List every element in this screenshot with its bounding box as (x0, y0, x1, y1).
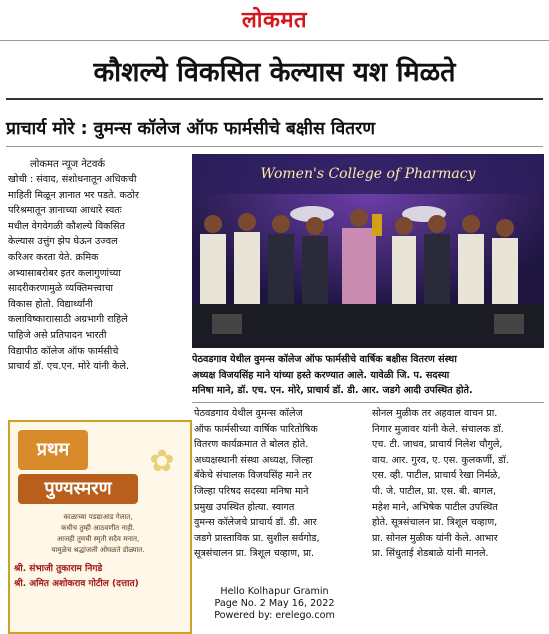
flower-icon: ✿ (149, 444, 175, 479)
ad-verse-line: कधीच तुम्ही आठवणीत नाही. (61, 524, 135, 532)
article-line: पी. जे. पाटील, प्रा. एस. बी. बागल, (372, 485, 497, 497)
ad-verse-line: यामुळेच श्रद्धांजली ओघळते डोळ्यात. (51, 546, 145, 554)
article-line: एच. टी. जाधव, प्राचार्य निलेश चौगुले, (372, 439, 503, 451)
byline: लोकमत न्यूज नेटवर्क (30, 159, 106, 170)
article-line: सूत्रसंचालन प्रा. त्रिशूल चव्हाण, प्रा. (194, 548, 315, 560)
footer-line: Hello Kolhapur Gramin (220, 586, 329, 597)
article-line: बँकेचे संचालक विजयसिंह माने तर (194, 470, 312, 482)
caption-line: मनिषा माने, डॉ. एच. एन. मोरे, प्राचार्य डॉ. डी. आर. जडगे आदी उपस्थित होते. (192, 385, 473, 397)
article-line: पाहिजे असे प्रतिपादन भारती (8, 329, 107, 341)
ad-verse-line: काळाच्या पडद्याआड गेलात, (63, 513, 133, 521)
article-line: अध्यक्षस्थानी संस्था अध्यक्ष, जिल्हा (194, 454, 313, 466)
article-line: एस. व्ही. पाटील, प्राचार्य रेखा निर्मळे, (372, 470, 501, 482)
article-column-2 (194, 406, 364, 562)
subhead-divider (6, 146, 543, 147)
people-group (200, 209, 518, 318)
headline: कौशल्ये विकसित केल्यास यश मिळते (93, 57, 456, 88)
article-line: प्रमुख उपस्थित होत्या. स्वागत (194, 501, 295, 513)
article-line: अभ्यासाबरोबर इतर कलागुणांच्या (8, 267, 121, 279)
article-line: ऑफ फार्मसीच्या वार्षिक पारितोषिक (194, 423, 318, 435)
article-line: जिल्हा परिषद सदस्या मनिषा माने (194, 485, 309, 497)
article-column-1 (8, 172, 188, 375)
footer (0, 586, 549, 622)
article-line: जडगे प्रास्ताविक प्रा. सुशील सर्वगोड, (194, 532, 320, 544)
caption-line: अध्यक्ष विजयसिंह माने यांच्या हस्ते करण्यात आले. यावेळी जि. प. सदस्या (192, 369, 450, 381)
subheadline: प्राचार्य मोरे : वुमन्स कॉलेज ऑफ फार्मसीचे बक्षीस वितरण (6, 119, 375, 139)
ad-title-2-badge (18, 474, 138, 504)
article-line: निगार मुजावर यांनी केले. संचालक डॉ. (372, 423, 504, 435)
ad-name-line: श्री. अमित अशोकराव गोटील (दत्तात) (14, 579, 139, 589)
article-line: विकास होतो. विद्यार्थ्यांनी (8, 298, 93, 310)
ad-name-line: श्री. संभाजी तुकाराम निगडे (14, 564, 103, 574)
headline-divider (6, 98, 543, 100)
footer-line: Powered by: erelego.com (214, 610, 335, 621)
article-line: विद्यापीठ कॉलेज ऑफ फार्मसीचे (8, 345, 119, 357)
caption-line: पेठवडगाव येथील वुमन्स कॉलेज ऑफ फार्मसीचे वार्षिक बक्षीस वितरण संस्था (192, 354, 457, 365)
event-photo-scene (192, 154, 544, 348)
article-line: महेश माने, अभिषेक पाटील उपस्थित (372, 501, 498, 513)
ad-title-1: प्रथम (36, 439, 70, 460)
article-line: कलाविष्काराासाठी अग्रभागी राहिले (8, 314, 128, 326)
article-line: सादरीकरणामुळे व्यक्तिमत्त्वाचा (8, 283, 114, 295)
article-column-3 (372, 406, 544, 562)
article-line: पेठवडगाव येथील वुमन्स कॉलेज (194, 408, 303, 419)
masthead-divider (0, 40, 549, 41)
caption-divider (192, 402, 544, 403)
article-line: मधील वेगवेगळी कौशल्ये विकसित (8, 220, 125, 232)
article-line: माहिती मिळून ज्ञानात भर पडते. कठोर (8, 189, 139, 201)
ad-verse (16, 512, 180, 556)
article-line: केल्यास उत्तुंग झेप घेऊन उज्वल (8, 236, 118, 248)
article-line: करिअर करता येते. क्रमिक (8, 251, 99, 263)
article-line: वितरण कार्यक्रमात ते बोलत होते. (194, 439, 309, 451)
article-line: खोची : संवाद, संशोधनातून अधिकची (8, 174, 137, 185)
article-line: सोनल मुळीक तर अहवाल वाचन प्रा. (372, 408, 498, 419)
event-photo (192, 154, 544, 348)
article-line: प्रा. सिंधुताई शेडबाळे यांनी मानले. (372, 548, 489, 560)
article-line: परिश्रमातून ज्ञानाच्या आधारे स्वतः (8, 205, 122, 217)
footer-line: Page No. 2 May 16, 2022 (214, 598, 335, 609)
article-line: वाय. आर. गुरव, ए. एस. कुलकर्णी, डॉ. (372, 454, 509, 466)
article-line: होते. सूत्रसंचालन प्रा. त्रिशूल चव्हाण, (372, 517, 498, 529)
ad-title-2: पुण्यस्मरण (44, 478, 112, 499)
ad-verse-line: आजही तुमची स्मृती सदैव मनात, (56, 535, 140, 543)
ad-title-badge (18, 430, 88, 470)
article-line: प्राचार्य डॉ. एच.एन. मोरे यांनी केले. (8, 361, 130, 373)
article-line: वुमन्स कॉलेजचे प्राचार्य डॉ. डी. आर (194, 517, 317, 529)
photo-caption (192, 352, 544, 399)
article-line: प्रा. सोनल मुळीक यांनी केले. आभार (372, 532, 498, 544)
photo-banner-text: Women's College of Pharmacy (260, 166, 476, 182)
masthead (0, 4, 549, 34)
masthead-logo: लोकमत (241, 7, 308, 33)
